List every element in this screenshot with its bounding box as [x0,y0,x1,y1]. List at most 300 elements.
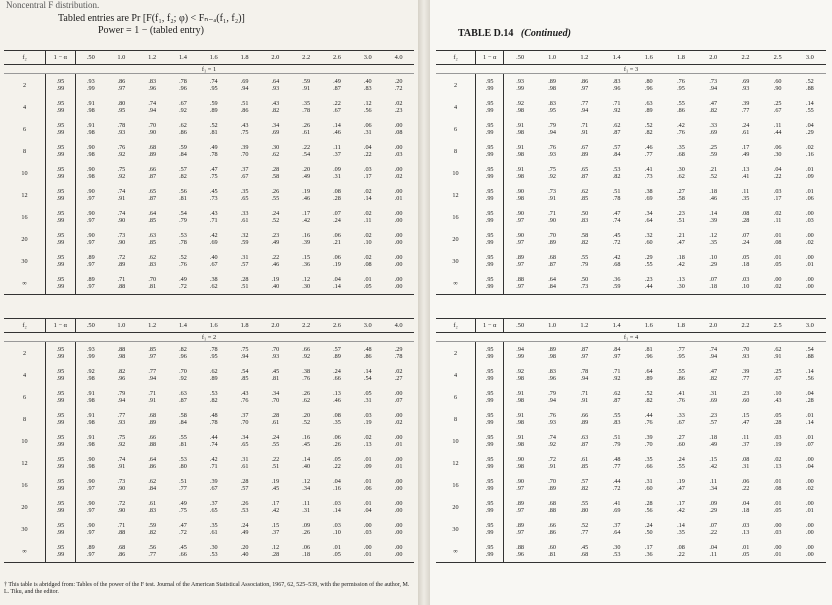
value-cell [383,408,414,430]
tabled-value: .24 [741,122,750,129]
tabled-value: .67 [240,173,249,180]
tabled-value: .28 [806,397,814,404]
tabled-value: .63 [644,100,653,107]
tabled-value: .00 [394,485,403,492]
col-header-f2: f₂ [436,51,476,65]
tabled-value: .01 [333,544,341,551]
tabled-value: .97 [86,217,95,224]
alpha-value: .99 [485,441,494,448]
value-cell [794,184,826,206]
value-cell [106,74,137,97]
tabled-value: .02 [806,239,814,246]
value-cell [229,408,260,430]
tabled-value: .00 [394,261,403,268]
tabled-value: .14 [806,100,814,107]
tabled-value: .89 [209,107,218,114]
value-cell [383,96,414,118]
tabled-value: .97 [86,507,95,514]
tabled-value: .61 [271,419,280,426]
col-header-phi: 1.6 [198,51,229,65]
tabled-value: .29 [394,346,403,353]
tabled-value: .76 [548,412,556,419]
tabled-value: .37 [741,441,750,448]
alpha-value: .95 [485,500,494,507]
tabled-value: .42 [302,217,311,224]
value-cell [600,386,632,408]
value-cell [229,140,260,162]
tabled-value: .89 [548,239,556,246]
tabled-value: .12 [302,276,311,283]
value-cell [322,342,353,365]
tabled-value: .49 [179,500,187,507]
tabled-value: .89 [148,419,157,426]
alpha-value: .99 [56,151,65,158]
tabled-value: .83 [148,78,157,85]
tabled-value: .00 [806,283,814,290]
value-cell [536,74,568,97]
alpha-value: .99 [485,239,494,246]
tabled-value: .11 [773,217,782,224]
value-cell [168,118,199,140]
value-cell [729,364,761,386]
tabled-value: .00 [394,232,403,239]
tabled-value: .93 [548,151,556,158]
value-cell [600,518,632,540]
tabled-value: .84 [612,346,621,353]
value-cell [536,272,568,295]
value-cell [794,496,826,518]
alpha-cell [476,474,504,496]
value-cell [568,118,600,140]
alpha-cell [46,74,76,97]
value-cell [260,206,291,228]
alpha-value: .99 [56,195,65,202]
value-cell [762,386,794,408]
tabled-value: .04 [806,463,814,470]
col-header-phi: 1.4 [168,319,199,333]
tabled-value: .76 [240,397,249,404]
tabled-value: .37 [240,412,249,419]
value-cell [504,228,536,250]
table-row [4,96,414,118]
value-cell [75,452,106,474]
col-header-phi: 1.6 [633,319,665,333]
alpha-value: .95 [485,544,494,551]
tabled-value: .31 [644,478,653,485]
value-cell [383,386,414,408]
value-cell [665,162,697,184]
tabled-value: .62 [209,283,218,290]
value-cell [600,162,632,184]
tabled-value: .00 [394,144,403,151]
value-cell [352,74,383,97]
tabled-value: .43 [240,122,249,129]
value-cell [75,206,106,228]
tabled-value: .69 [271,129,280,136]
value-cell [260,250,291,272]
tabled-value: .76 [677,397,685,404]
tabled-value: .78 [394,353,403,360]
tabled-value: .94 [516,346,525,353]
value-cell [168,228,199,250]
value-cell [137,474,168,496]
value-cell [697,140,729,162]
tabled-value: .79 [548,122,556,129]
value-cell [322,184,353,206]
tabled-value: .22 [773,173,782,180]
value-cell [291,496,322,518]
value-cell [198,228,229,250]
tabled-value: .98 [516,107,525,114]
tabled-value: .19 [363,419,372,426]
tabled-value: .00 [394,544,403,551]
value-cell [697,162,729,184]
value-cell [504,206,536,228]
tabled-value: .86 [580,78,589,85]
tabled-value: .59 [709,151,718,158]
value-cell [504,272,536,295]
tabled-value: .28 [240,276,249,283]
value-cell [762,228,794,250]
tabled-value: .02 [806,485,814,492]
value-cell [729,342,761,365]
value-cell [536,540,568,563]
tabled-value: .60 [548,544,556,551]
tabled-value: .00 [806,522,814,529]
tabled-value: .12 [271,544,280,551]
value-cell [504,364,536,386]
section-subheader: f₁ = 4 [436,333,826,342]
table-row [436,228,826,250]
tabled-value: .47 [709,368,718,375]
tabled-value: .00 [394,522,403,529]
tabled-value: .93 [117,129,126,136]
tabled-value: .61 [741,129,750,136]
value-cell [665,140,697,162]
value-cell [665,272,697,295]
value-cell [383,430,414,452]
table-row [436,140,826,162]
tabled-value: .91 [580,397,589,404]
tabled-value: .19 [271,276,280,283]
tabled-value: .10 [773,390,782,397]
tabled-value: .14 [302,456,311,463]
value-cell [600,206,632,228]
value-cell [137,342,168,365]
tabled-value: .01 [806,434,814,441]
alpha-value: .95 [485,210,494,217]
tabled-value: .90 [86,522,95,529]
value-cell [729,430,761,452]
tabled-value: .03 [363,529,372,536]
alpha-cell [46,474,76,496]
tabled-value: .97 [117,85,126,92]
tabled-value: .28 [773,419,782,426]
value-cell [198,140,229,162]
tabled-value: .90 [548,217,556,224]
alpha-cell [476,228,504,250]
tabled-value: .00 [806,478,814,485]
value-cell [352,342,383,365]
value-cell [729,272,761,295]
tabled-value: .17 [363,173,372,180]
value-cell [168,540,199,563]
tabled-value: .73 [117,232,126,239]
value-cell [633,140,665,162]
tabled-value: .74 [148,100,157,107]
alpha-cell [476,162,504,184]
tabled-value: .65 [240,195,249,202]
value-cell [633,386,665,408]
value-cell [633,228,665,250]
tabled-value: .06 [773,144,782,151]
tabled-value: .89 [86,544,95,551]
tabled-value: .09 [302,522,311,529]
col-header-phi: 2.2 [729,319,761,333]
value-cell [229,96,260,118]
tabled-value: .71 [580,390,589,397]
tabled-value: .00 [806,254,814,261]
tabled-value: .91 [516,434,525,441]
tabled-value: .90 [516,456,525,463]
tabled-value: .68 [548,254,556,261]
table-row [4,474,414,496]
value-cell [137,272,168,295]
tabled-value: .00 [394,529,403,536]
tabled-value: .02 [394,368,403,375]
table-row [4,386,414,408]
tabled-value: .08 [773,239,782,246]
alpha-value: .95 [485,412,494,419]
tabled-value: .40 [271,283,280,290]
value-cell [352,118,383,140]
value-cell [260,140,291,162]
value-cell [729,96,761,118]
tabled-value: .05 [363,283,372,290]
f2-cell: 16 [4,206,46,228]
value-cell [633,96,665,118]
tabled-value: .41 [612,500,621,507]
tabled-value: .08 [677,544,685,551]
tabled-value: .69 [209,239,218,246]
tabled-value: .74 [117,456,126,463]
value-cell [633,184,665,206]
alpha-cell [476,430,504,452]
value-cell [198,250,229,272]
tabled-value: .39 [741,368,750,375]
tabled-value: .88 [516,276,525,283]
tabled-value: .98 [516,173,525,180]
tabled-value: .41 [741,173,750,180]
tabled-value: .91 [302,85,311,92]
tabled-value: .00 [394,188,403,195]
col-header-phi: 1.2 [137,51,168,65]
col-header-phi: 3.0 [794,51,826,65]
tabled-value: .46 [644,144,653,151]
tabled-value: .00 [773,276,782,283]
tabled-value: .21 [677,232,685,239]
tabled-value: .66 [644,463,653,470]
tabled-value: .89 [548,485,556,492]
value-cell [137,140,168,162]
tabled-value: .02 [773,210,782,217]
tabled-value: .15 [741,412,750,419]
tabled-value: .54 [179,210,187,217]
tabled-value: .98 [516,195,525,202]
tabled-value: .64 [612,529,621,536]
value-cell [322,518,353,540]
tabled-value: .56 [148,544,157,551]
tabled-value: .52 [806,78,814,85]
value-cell [504,540,536,563]
value-cell [568,408,600,430]
tabled-value: .06 [302,544,311,551]
tabled-value: .91 [773,353,782,360]
value-cell [729,452,761,474]
tabled-value: .27 [677,434,685,441]
tabled-value: .88 [117,346,126,353]
value-cell [291,162,322,184]
tabled-value: .19 [677,478,685,485]
tabled-value: .07 [333,210,341,217]
tabled-value: .97 [86,551,95,558]
value-cell [291,184,322,206]
tabled-value: .09 [806,173,814,180]
tabled-value: .89 [548,78,556,85]
tabled-value: .02 [806,144,814,151]
tabled-value: .32 [240,232,249,239]
value-cell [504,184,536,206]
value-cell [762,408,794,430]
value-cell [633,540,665,563]
tabled-value: .87 [612,129,621,136]
tabled-value: .14 [806,368,814,375]
value-cell [383,540,414,563]
tabled-value: .97 [86,529,95,536]
value-cell [137,540,168,563]
tabled-value: .39 [240,144,249,151]
tabled-value: .91 [516,412,525,419]
alpha-cell [476,118,504,140]
tabled-value: .13 [741,166,750,173]
tabled-value: .01 [741,544,750,551]
value-cell [762,430,794,452]
tabled-value: .98 [86,463,95,470]
value-cell [322,386,353,408]
tabled-value: .62 [148,478,157,485]
tabled-value: .96 [644,353,653,360]
tabled-value: .62 [612,122,621,129]
tabled-value: .68 [148,412,157,419]
tabled-value: .43 [240,390,249,397]
tabled-value: .73 [580,283,589,290]
tabled-value: .02 [394,173,403,180]
tabled-value: .50 [580,276,589,283]
value-cell [536,96,568,118]
tabled-value: .00 [394,507,403,514]
value-cell [762,184,794,206]
tabled-value: .81 [644,346,653,353]
alpha-cell [46,386,76,408]
col-header-phi: 1.8 [229,319,260,333]
tabled-value: .51 [612,434,621,441]
tabled-value: .94 [240,85,249,92]
tabled-value: .98 [516,463,525,470]
alpha-value: .99 [56,397,65,404]
tabled-value: .55 [271,441,280,448]
f2-cell: 16 [4,474,46,496]
tabled-value: .78 [209,419,218,426]
alpha-value: .95 [56,100,65,107]
tabled-value: .28 [240,478,249,485]
value-cell [697,184,729,206]
value-cell [568,272,600,295]
value-cell [536,118,568,140]
tabled-value: .90 [86,232,95,239]
f2-cell: 4 [436,96,476,118]
tabled-value: .01 [773,500,782,507]
tabled-value: .03 [363,412,372,419]
tabled-value: .73 [548,188,556,195]
alpha-value: .95 [485,522,494,529]
value-cell [229,250,260,272]
tabled-value: .69 [709,397,718,404]
tabled-value: .91 [580,129,589,136]
tabled-value: .78 [209,346,218,353]
value-cell [383,206,414,228]
col-header-phi: 1.8 [229,51,260,65]
tabled-value: .99 [86,85,95,92]
alpha-value: .99 [485,397,494,404]
tabled-value: .61 [580,456,589,463]
table-row [4,140,414,162]
value-cell [322,250,353,272]
alpha-value: .99 [56,375,65,382]
tabled-value: .37 [333,151,341,158]
tabled-value: .09 [333,166,341,173]
value-cell [665,74,697,97]
tabled-value: .02 [394,100,403,107]
tabled-value: .95 [209,85,218,92]
value-cell [633,408,665,430]
f2-cell: 30 [4,250,46,272]
tabled-value: .62 [271,151,280,158]
tabled-value: .97 [148,353,157,360]
table-row [436,342,826,365]
alpha-value: .95 [485,390,494,397]
tabled-value: .69 [612,507,621,514]
right-page [430,0,832,605]
tabled-value: .10 [363,239,372,246]
alpha-value: .99 [56,239,65,246]
table-row [4,184,414,206]
value-cell [794,250,826,272]
alpha-value: .95 [485,232,494,239]
value-cell [352,272,383,295]
value-cell [106,272,137,295]
tabled-value: .88 [117,283,126,290]
tabled-value: .49 [709,441,718,448]
tabled-value: .00 [394,478,403,485]
tabled-value: .00 [394,166,403,173]
alpha-value: .95 [56,412,65,419]
tabled-value: .19 [302,188,311,195]
tabled-value: .00 [806,500,814,507]
tabled-value: .49 [302,173,311,180]
tabled-value: .35 [644,456,653,463]
value-cell [291,206,322,228]
tabled-value: .10 [333,529,341,536]
